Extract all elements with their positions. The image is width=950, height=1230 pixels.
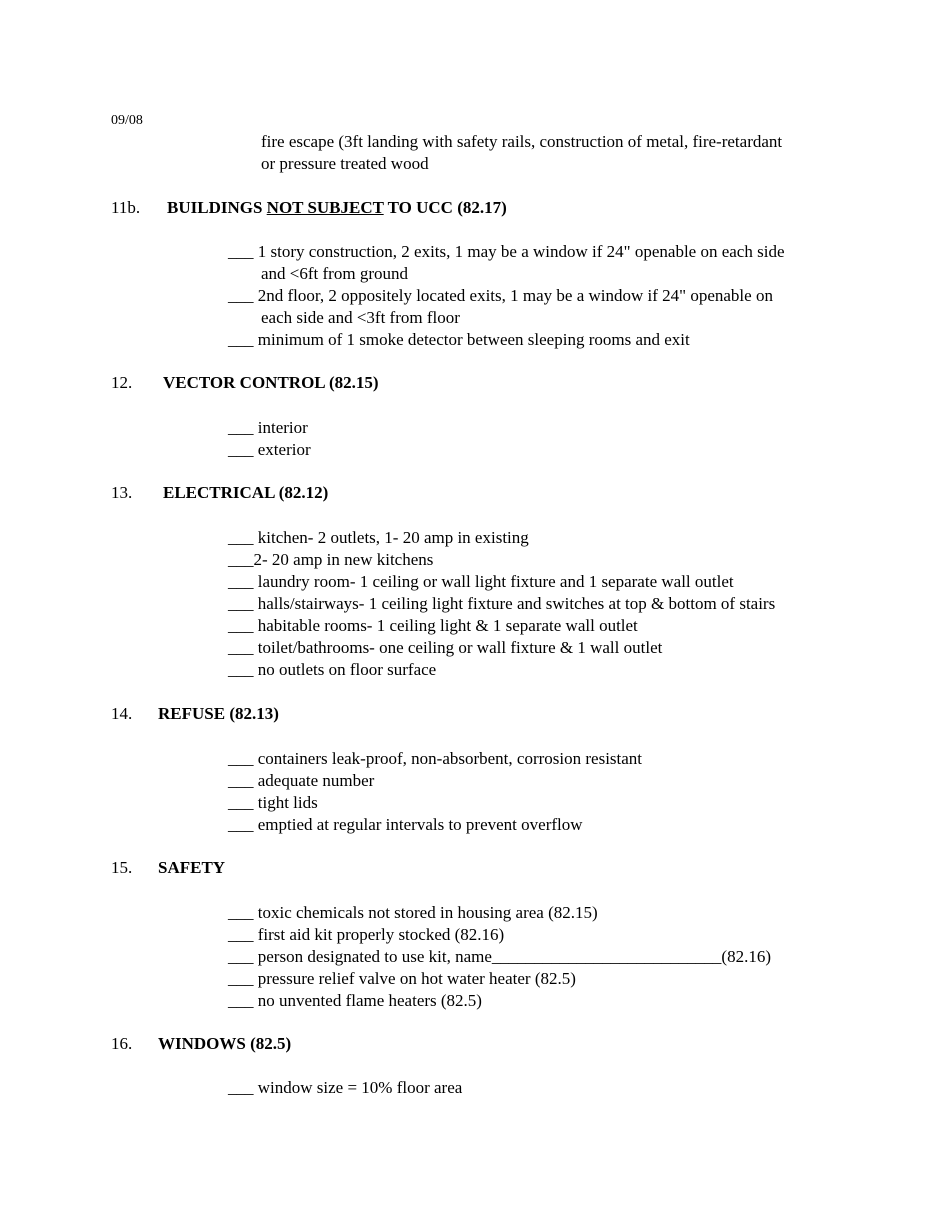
check-blank[interactable]: ___ [228, 616, 254, 635]
checklist-item [228, 549, 433, 571]
checklist-item [228, 770, 374, 792]
item-text: exterior [253, 440, 311, 459]
check-blank[interactable]: ___ [228, 925, 254, 944]
document-date: 09/08 [111, 113, 143, 128]
checklist-item [228, 439, 311, 461]
check-blank[interactable]: ___ [228, 1078, 254, 1097]
check-blank[interactable]: ___ [228, 815, 254, 834]
check-blank[interactable]: ___ [228, 749, 254, 768]
item-text-wrap: each side and <3ft from floor [261, 308, 460, 327]
checklist-item [228, 417, 308, 439]
check-blank[interactable]: ___ [228, 991, 254, 1010]
section-number-15: 15. [111, 858, 133, 877]
checklist-item [228, 593, 775, 615]
item-text: habitable rooms- 1 ceiling light & 1 separate wall outlet [253, 616, 638, 635]
section-title-16: WINDOWS (82.5) [158, 1034, 292, 1053]
item-text: toxic chemicals not stored in housing area (82.15) [253, 903, 598, 922]
checklist-item [228, 792, 318, 814]
section-title-14: REFUSE (82.13) [158, 704, 279, 723]
checklist-item [228, 659, 436, 681]
check-blank[interactable]: ___ [228, 594, 254, 613]
check-blank[interactable]: ___ [228, 550, 254, 569]
item-text: 2- 20 amp in new kitchens [253, 550, 434, 569]
item-text: containers leak-proof, non-absorbent, corrosion resistant [253, 749, 643, 768]
checklist-item [228, 990, 482, 1012]
section-number-12: 12. [111, 373, 133, 392]
item-text-wrap: and <6ft from ground [261, 264, 408, 283]
check-blank[interactable]: ___ [228, 771, 254, 790]
title-part: BUILDINGS [167, 198, 267, 217]
section-number-11b: 11b. [111, 198, 141, 217]
section-number-14: 14. [111, 704, 133, 723]
check-blank[interactable]: ___ [228, 330, 254, 349]
item-text: minimum of 1 smoke detector between sleeping rooms and exit [253, 330, 690, 349]
checklist-item [228, 637, 662, 659]
item-text: no outlets on floor surface [253, 660, 437, 679]
title-part: TO UCC (82.17) [383, 198, 507, 217]
checklist-item [228, 968, 576, 990]
section-number-13: 13. [111, 483, 133, 502]
item-text: toilet/bathrooms- one ceiling or wall fixture & 1 wall outlet [253, 638, 663, 657]
checklist-item [228, 285, 773, 329]
fire-escape-line-1: fire escape (3ft landing with safety rails, construction of metal, fire-retardant [261, 132, 783, 151]
item-text: window size = 10% floor area [253, 1078, 463, 1097]
checklist-item [228, 748, 642, 770]
check-blank[interactable]: ___ [228, 286, 254, 305]
check-blank[interactable]: ___ [228, 440, 254, 459]
item-text: first aid kit properly stocked (82.16) [253, 925, 505, 944]
item-text: laundry room- 1 ceiling or wall light fixture and 1 separate wall outlet [253, 572, 734, 591]
item-text: 2nd floor, 2 oppositely located exits, 1 may be a window if 24" openable on [253, 286, 773, 305]
check-blank[interactable]: ___ [228, 572, 254, 591]
checklist-item [228, 902, 598, 924]
checklist-item [228, 329, 690, 351]
check-blank[interactable]: ___ [228, 242, 254, 261]
item-text: halls/stairways- 1 ceiling light fixture and switches at top & bottom of stairs [253, 594, 776, 613]
check-blank[interactable]: ___ [228, 903, 254, 922]
item-text: pressure relief valve on hot water heater (82.5) [253, 969, 576, 988]
item-text: interior [253, 418, 308, 437]
section-title-13: ELECTRICAL (82.12) [163, 483, 329, 502]
section-number-16: 16. [111, 1034, 133, 1053]
fire-escape-text [261, 131, 782, 175]
check-blank[interactable]: ___ [228, 418, 254, 437]
checklist-item [228, 615, 638, 637]
checklist-item [228, 1077, 462, 1099]
checklist-item [228, 527, 529, 549]
item-text: person designated to use kit, name___________________________(82.16) [253, 947, 771, 966]
check-blank[interactable]: ___ [228, 660, 254, 679]
check-blank[interactable]: ___ [228, 528, 254, 547]
check-blank[interactable]: ___ [228, 638, 254, 657]
item-text: adequate number [253, 771, 375, 790]
check-blank[interactable]: ___ [228, 969, 254, 988]
checklist-item [228, 946, 771, 968]
item-text: tight lids [253, 793, 318, 812]
check-blank[interactable]: ___ [228, 793, 254, 812]
fire-escape-line-2: or pressure treated wood [261, 154, 429, 173]
item-text: 1 story construction, 2 exits, 1 may be a window if 24" openable on each side [253, 242, 785, 261]
checklist-item [228, 924, 504, 946]
section-title-12: VECTOR CONTROL (82.15) [163, 373, 379, 392]
check-blank[interactable]: ___ [228, 947, 254, 966]
item-text: emptied at regular intervals to prevent overflow [253, 815, 583, 834]
section-title-11b [167, 198, 507, 218]
section-title-15: SAFETY [158, 858, 226, 877]
checklist-item [228, 241, 784, 285]
title-underlined: NOT SUBJECT [266, 198, 384, 217]
item-text: no unvented flame heaters (82.5) [253, 991, 482, 1010]
checklist-item [228, 571, 734, 593]
checklist-item [228, 814, 583, 836]
item-text: kitchen- 2 outlets, 1- 20 amp in existing [253, 528, 529, 547]
